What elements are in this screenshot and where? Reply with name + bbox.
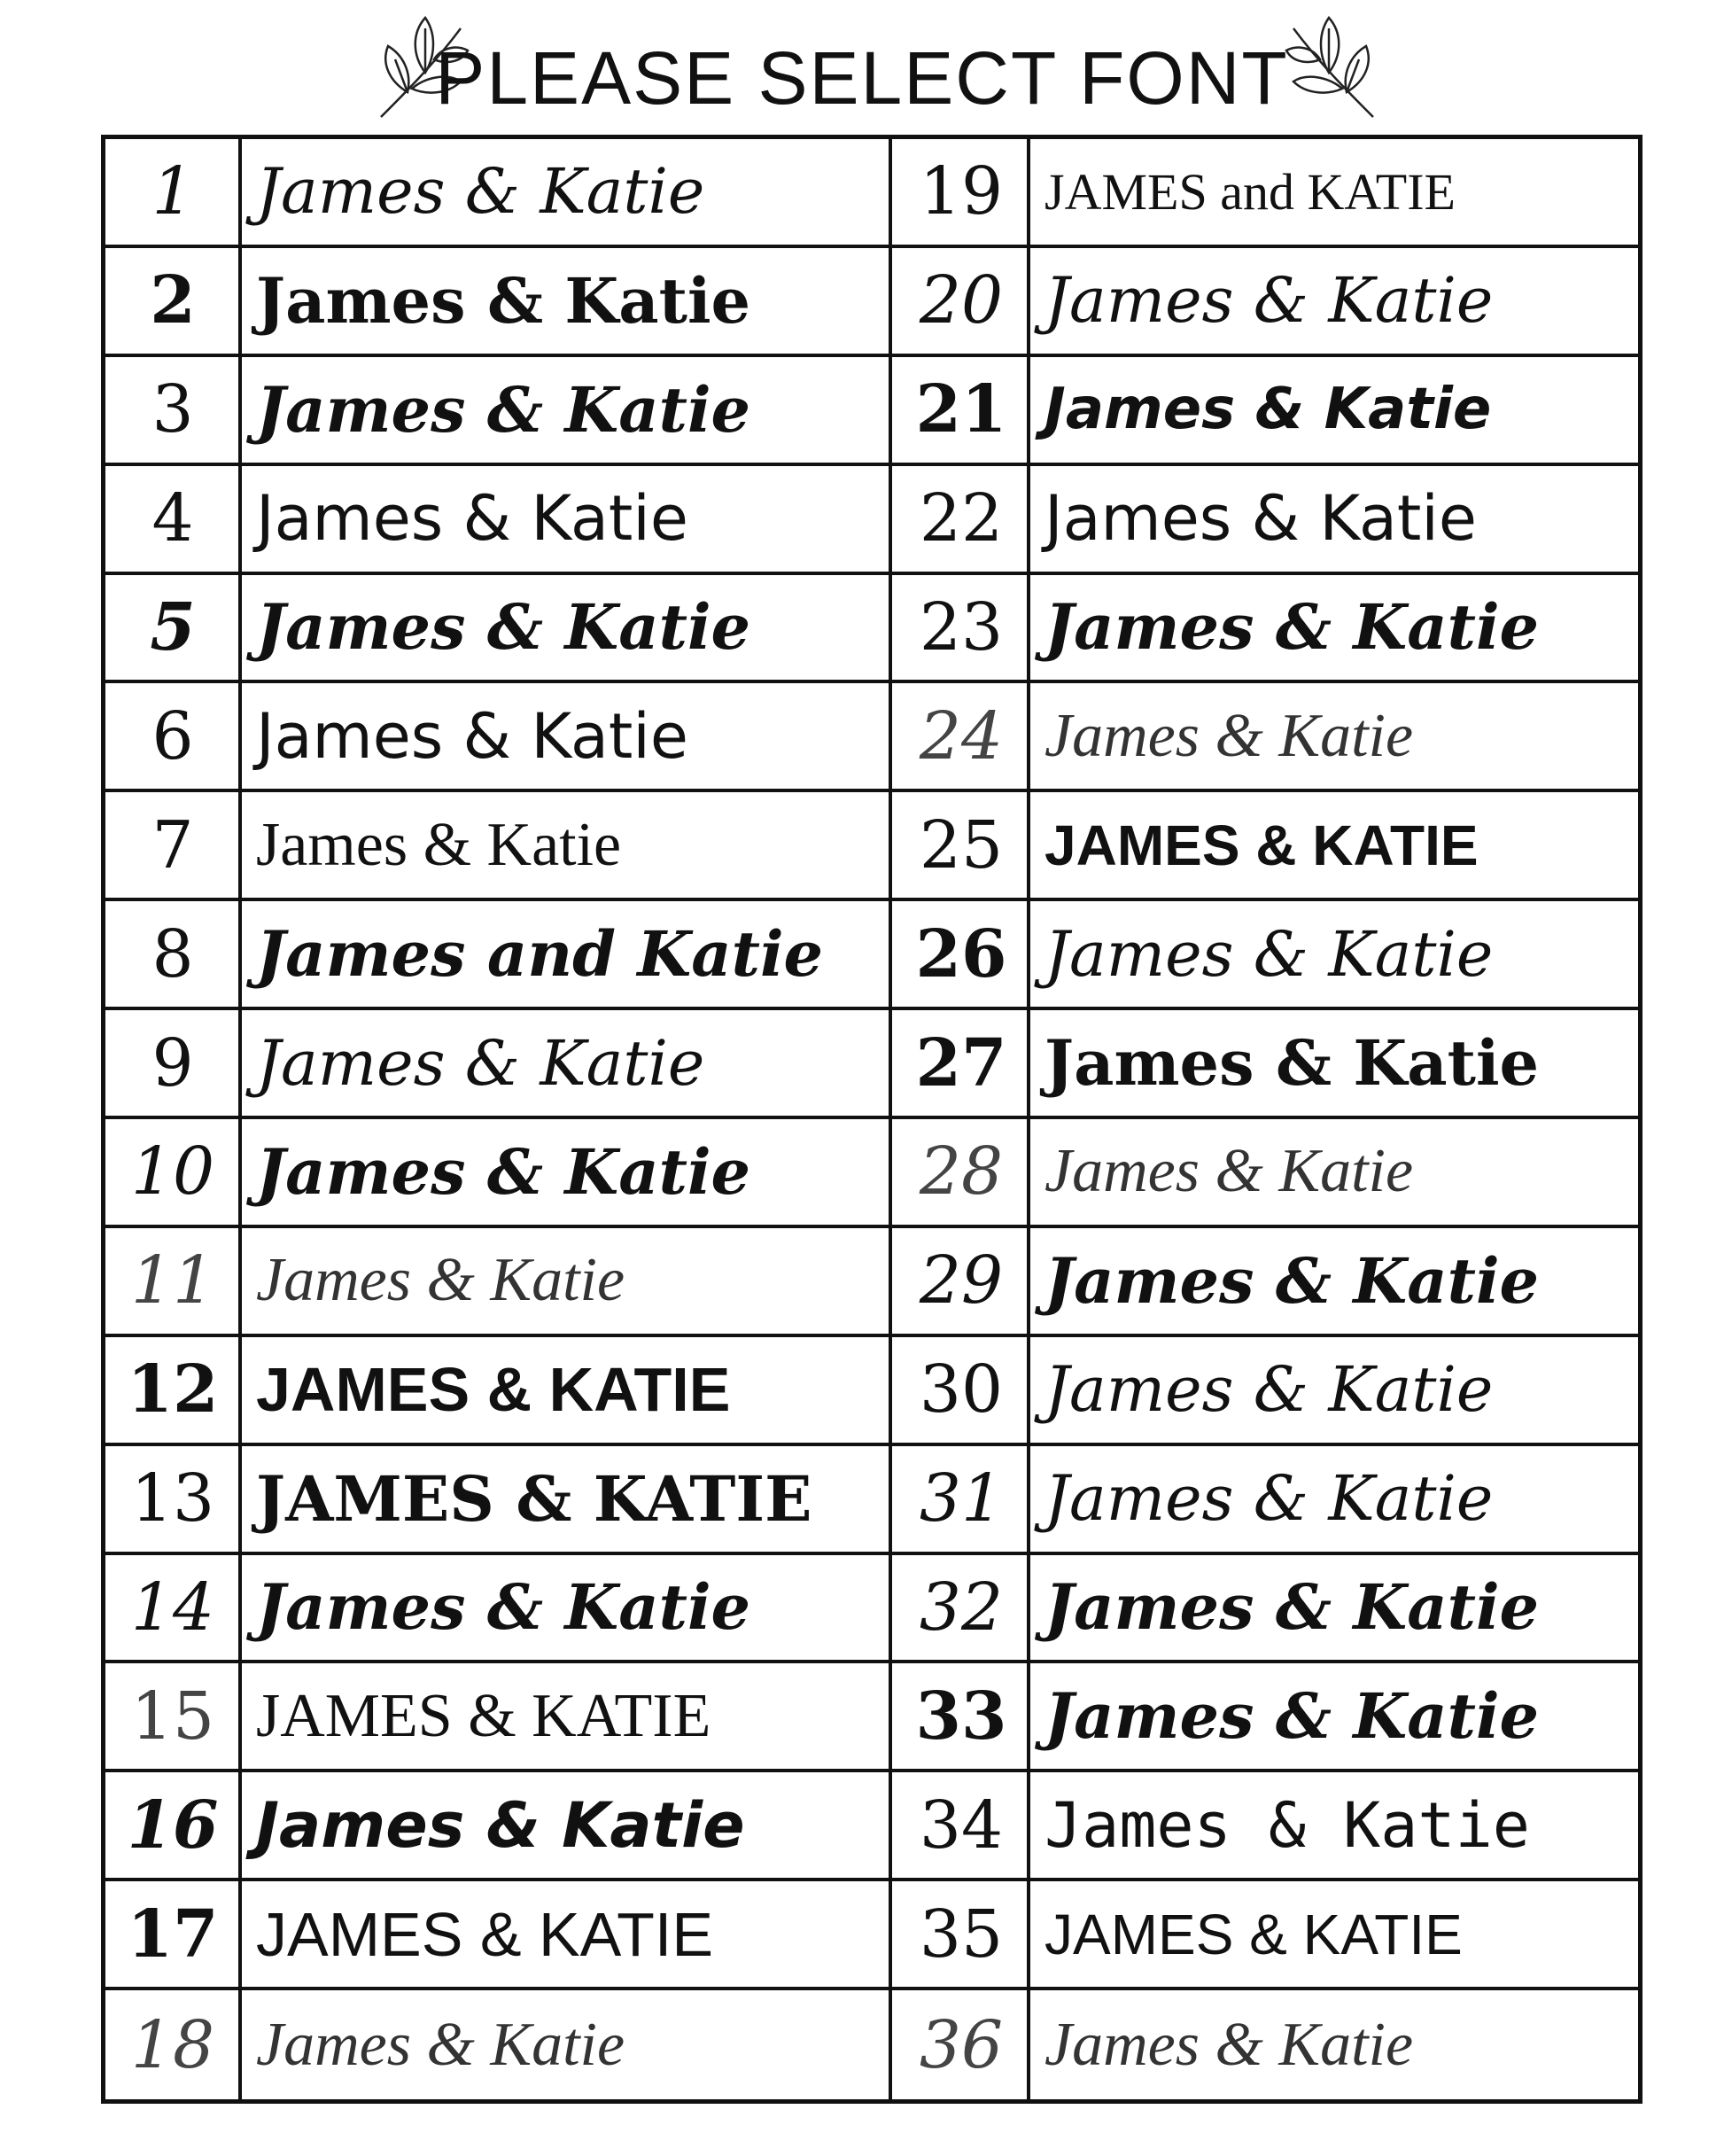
table-row bbox=[105, 1228, 1638, 1337]
font-number: 2 bbox=[150, 262, 196, 339]
font-number: 26 bbox=[915, 915, 1007, 992]
font-number: 32 bbox=[919, 1568, 1004, 1646]
font-sample: James & Katie bbox=[1044, 1243, 1540, 1318]
font-sample: James & Katie bbox=[256, 1026, 705, 1100]
table-row bbox=[105, 901, 1638, 1010]
font-sample: James & Katie bbox=[1044, 1462, 1494, 1536]
font-number: 17 bbox=[127, 1895, 219, 1973]
font-sample: James & Katie bbox=[256, 1246, 625, 1315]
font-sample: James & Katie bbox=[256, 2010, 625, 2079]
font-number: 30 bbox=[919, 1351, 1004, 1428]
font-sample: James & Katie bbox=[1044, 590, 1540, 665]
font-number: 36 bbox=[919, 2006, 1004, 2083]
font-number: 15 bbox=[130, 1677, 215, 1755]
font-sample: James and Katie bbox=[256, 917, 824, 992]
font-sample: James & Katie bbox=[256, 1788, 745, 1862]
table-row bbox=[105, 1990, 1638, 2099]
font-sample: James & Katie bbox=[256, 590, 751, 665]
table-row bbox=[105, 1663, 1638, 1772]
font-number: 3 bbox=[151, 371, 194, 448]
font-sample: James & Katie bbox=[1044, 482, 1477, 556]
font-number: 20 bbox=[919, 262, 1004, 339]
font-number: 22 bbox=[919, 480, 1004, 557]
font-sample: James & Katie bbox=[1044, 1137, 1414, 1206]
font-sample: James & Katie bbox=[1044, 264, 1494, 338]
table-row bbox=[105, 683, 1638, 792]
font-number: 33 bbox=[915, 1677, 1007, 1755]
font-number: 18 bbox=[130, 2006, 215, 2083]
font-sample: JAMES and KATIE bbox=[1044, 162, 1456, 221]
font-number: 13 bbox=[130, 1460, 215, 1537]
leaf-branch-icon bbox=[1285, 11, 1382, 126]
font-number: 7 bbox=[151, 806, 194, 883]
font-number: 4 bbox=[151, 480, 194, 557]
font-number: 5 bbox=[150, 588, 196, 665]
font-number: 9 bbox=[151, 1024, 194, 1101]
font-sample: James & Katie bbox=[256, 699, 688, 773]
table-row bbox=[105, 1881, 1638, 1990]
table-row bbox=[105, 1010, 1638, 1119]
font-number: 19 bbox=[919, 153, 1004, 230]
font-selection-table bbox=[101, 135, 1642, 2104]
font-number: 6 bbox=[151, 697, 194, 774]
table-row bbox=[105, 1119, 1638, 1228]
font-sample: James & Katie bbox=[256, 1570, 751, 1645]
font-sample: JAMES & KATIE bbox=[256, 1355, 731, 1425]
font-number: 21 bbox=[915, 371, 1007, 448]
table-row bbox=[105, 248, 1638, 357]
font-sample: James & Katie bbox=[256, 155, 705, 229]
font-sample: JAMES & KATIE bbox=[1044, 813, 1479, 877]
font-number: 1 bbox=[151, 153, 194, 230]
header bbox=[0, 0, 1724, 133]
table-row bbox=[105, 139, 1638, 248]
table-row bbox=[105, 1446, 1638, 1555]
font-sample: James & Katie bbox=[1044, 1679, 1540, 1754]
table-row bbox=[105, 357, 1638, 466]
font-number: 27 bbox=[915, 1024, 1007, 1101]
font-number: 11 bbox=[130, 1242, 215, 1319]
font-number: 14 bbox=[130, 1568, 215, 1646]
font-number: 28 bbox=[919, 1133, 1004, 1210]
font-sample: James & Katie bbox=[1044, 377, 1492, 443]
font-number: 16 bbox=[127, 1786, 219, 1864]
table-row bbox=[105, 792, 1638, 901]
font-sample: James & Katie bbox=[256, 1134, 751, 1209]
font-sample: JAMES & KATIE bbox=[256, 1461, 812, 1536]
font-number: 25 bbox=[919, 806, 1004, 883]
font-sample: James & Katie bbox=[256, 372, 751, 447]
font-sample: James & Katie bbox=[1044, 917, 1494, 991]
table-row bbox=[105, 1337, 1638, 1446]
font-sample: James & Katie bbox=[1044, 2010, 1414, 2079]
font-number: 29 bbox=[919, 1242, 1004, 1319]
font-number: 31 bbox=[919, 1460, 1004, 1537]
font-number: 12 bbox=[127, 1351, 219, 1428]
font-sample: JAMES & KATIE bbox=[1044, 1902, 1463, 1966]
font-sample: JAMES & KATIE bbox=[256, 1899, 714, 1969]
font-sample: James & Katie bbox=[1044, 1570, 1540, 1645]
font-number: 8 bbox=[151, 915, 194, 992]
font-number: 35 bbox=[919, 1895, 1004, 1973]
font-sample: James & Katie bbox=[256, 810, 622, 879]
font-number: 23 bbox=[919, 588, 1004, 665]
table-row bbox=[105, 1555, 1638, 1664]
font-sample: JAMES & KATIE bbox=[256, 1681, 711, 1750]
font-sample: James & Katie bbox=[1044, 1353, 1494, 1427]
font-number: 24 bbox=[919, 697, 1004, 774]
table-row bbox=[105, 575, 1638, 684]
font-number: 34 bbox=[919, 1786, 1004, 1864]
font-sample: James & Katie bbox=[1044, 701, 1414, 770]
table-row bbox=[105, 466, 1638, 575]
table-row bbox=[105, 1772, 1638, 1881]
font-sample: James & Katie bbox=[256, 482, 688, 556]
page-title: PLEASE SELECT FONT bbox=[435, 36, 1289, 120]
font-sample: James & Katie bbox=[1044, 1788, 1530, 1862]
font-sample: James & Katie bbox=[256, 263, 751, 338]
font-sample: James & Katie bbox=[1044, 1026, 1540, 1101]
font-number: 10 bbox=[130, 1133, 215, 1210]
